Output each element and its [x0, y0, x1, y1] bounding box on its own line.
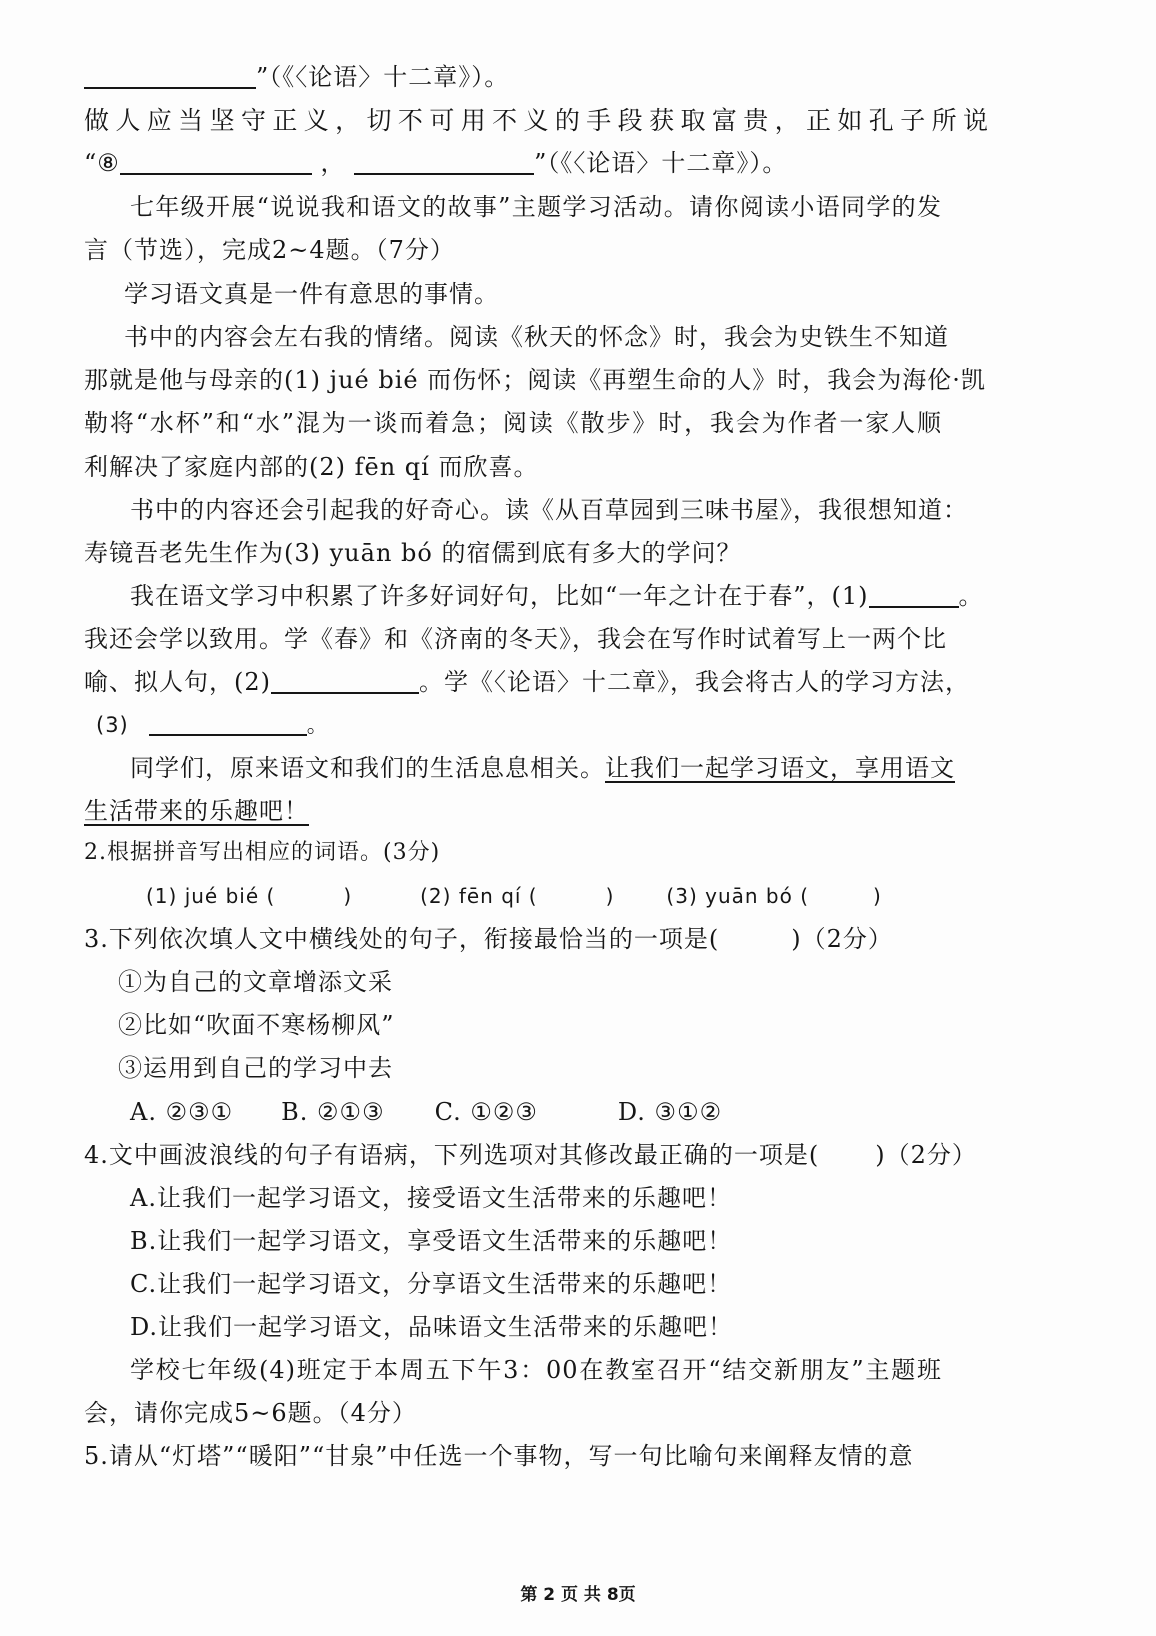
q4-title: 4.文中画波浪线的句子有语病，下列选项对其修改最正确的一项是( )（2分） [84, 1141, 977, 1169]
line-6: 学习语文真是一件有意思的事情。 [124, 280, 499, 308]
q3-option-d[interactable]: D. ③①② [617, 1098, 723, 1126]
answer-blank-2[interactable] [271, 668, 419, 694]
line-3: “⑧ ， ”（《〈论语〉十二章》）。 [84, 149, 788, 177]
answer-blank-8b[interactable] [354, 149, 534, 175]
q3-option-b[interactable]: B. ②①③ [281, 1098, 385, 1126]
q2-items: (1) jué bié ( ) (2) fēn qí ( ) (3) yuān bó ( ) [146, 884, 882, 908]
line-15: 喻、拟人句，(2) 。学《〈论语〉十二章》，我会将古人的学习方法， [84, 668, 970, 696]
q5-title: 5.请从“灯塔”“暖阳”“甘泉”中任选一个事物，写一句比喻句来阐释友情的意 [84, 1442, 914, 1470]
q3-options [130, 1097, 1130, 1127]
line-2: 做人应当坚守正义，切不可用不义的手段获取富贵，正如孔子所说 [84, 106, 989, 135]
line-13: 我在语文学习中积累了许多好词好句，比如“一年之计在于春”，(1) 。 [130, 582, 984, 610]
answer-blank-3[interactable] [149, 710, 307, 736]
q4-option-b[interactable]: B.让我们一起学习语文，享受语文生活带来的乐趣吧！ [130, 1227, 733, 1255]
line-17: 同学们，原来语文和我们的生活息息相关。让我们一起学习语文，享用语文 [130, 754, 955, 782]
line-10: 利解决了家庭内部的(2) fēn qí 而欣喜。 [84, 453, 539, 481]
line-7: 书中的内容会左右我的情绪。阅读《秋天的怀念》时，我会为史铁生不知道 [124, 323, 949, 351]
line-12: 寿镜吾老先生作为(3) yuān bó 的宿儒到底有多大的学问？ [84, 539, 742, 567]
wavy-underlined-sentence-end: 生活带来的乐趣吧！ [84, 797, 309, 825]
q3-sentence-2: ②比如“吹面不寒杨柳风” [118, 1011, 395, 1039]
answer-blank[interactable] [84, 63, 256, 89]
line-1: ”（《〈论语〉十二章》）。 [84, 62, 1084, 92]
q4-option-a[interactable]: A.让我们一起学习语文，接受语文生活带来的乐趣吧！ [130, 1184, 732, 1212]
q3-option-a[interactable]: A. ②③① [130, 1098, 234, 1126]
q4-option-d[interactable]: D.让我们一起学习语文，品味语文生活带来的乐趣吧！ [130, 1313, 734, 1341]
line-16: (3) 。 [96, 710, 1096, 740]
q5-intro: 学校七年级(4)班定于本周五下午3：00在教室召开“结交新朋友”主题班 [130, 1356, 942, 1384]
q3-sentence-1: ①为自己的文章增添文采 [118, 968, 393, 996]
answer-blank-8a[interactable] [120, 149, 312, 175]
q2-title: 2.根据拼音写出相应的词语。(3分) [84, 840, 441, 865]
line-4: 七年级开展“说说我和语文的故事”主题学习活动。请你阅读小语同学的发 [130, 193, 942, 221]
q3-option-c[interactable]: C. ①②③ [434, 1098, 538, 1126]
page-footer: 第 2 页 共 8页 [520, 1585, 636, 1605]
line-18 [84, 796, 1084, 826]
q4-option-c[interactable]: C.让我们一起学习语文，分享语文生活带来的乐趣吧！ [130, 1270, 733, 1298]
line-5: 言（节选），完成2~4题。（7分） [84, 236, 455, 264]
line-8: 那就是他与母亲的(1) jué bié 而伤怀；阅读《再塑生命的人》时，我会为海伦·凯 [84, 366, 986, 394]
line-14: 我还会学以致用。学《春》和《济南的冬天》，我会在写作时试着写上一两个比 [84, 625, 947, 653]
wavy-underlined-sentence: 让我们一起学习语文，享用语文 [605, 754, 955, 782]
q5-intro-2: 会，请你完成5~6题。（4分） [84, 1399, 417, 1427]
answer-blank-1[interactable] [869, 582, 959, 608]
q3-sentence-3: ③运用到自己的学习中去 [118, 1054, 393, 1082]
line-11: 书中的内容还会引起我的好奇心。读《从百草园到三味书屋》，我很想知道： [130, 496, 968, 524]
line-9: 勒将“水杯”和“水”混为一谈而着急；阅读《散步》时，我会为作者一家人顺 [84, 409, 942, 437]
q3-title: 3.下列依次填人文中横线处的句子，衔接最恰当的一项是( )（2分） [84, 925, 893, 953]
